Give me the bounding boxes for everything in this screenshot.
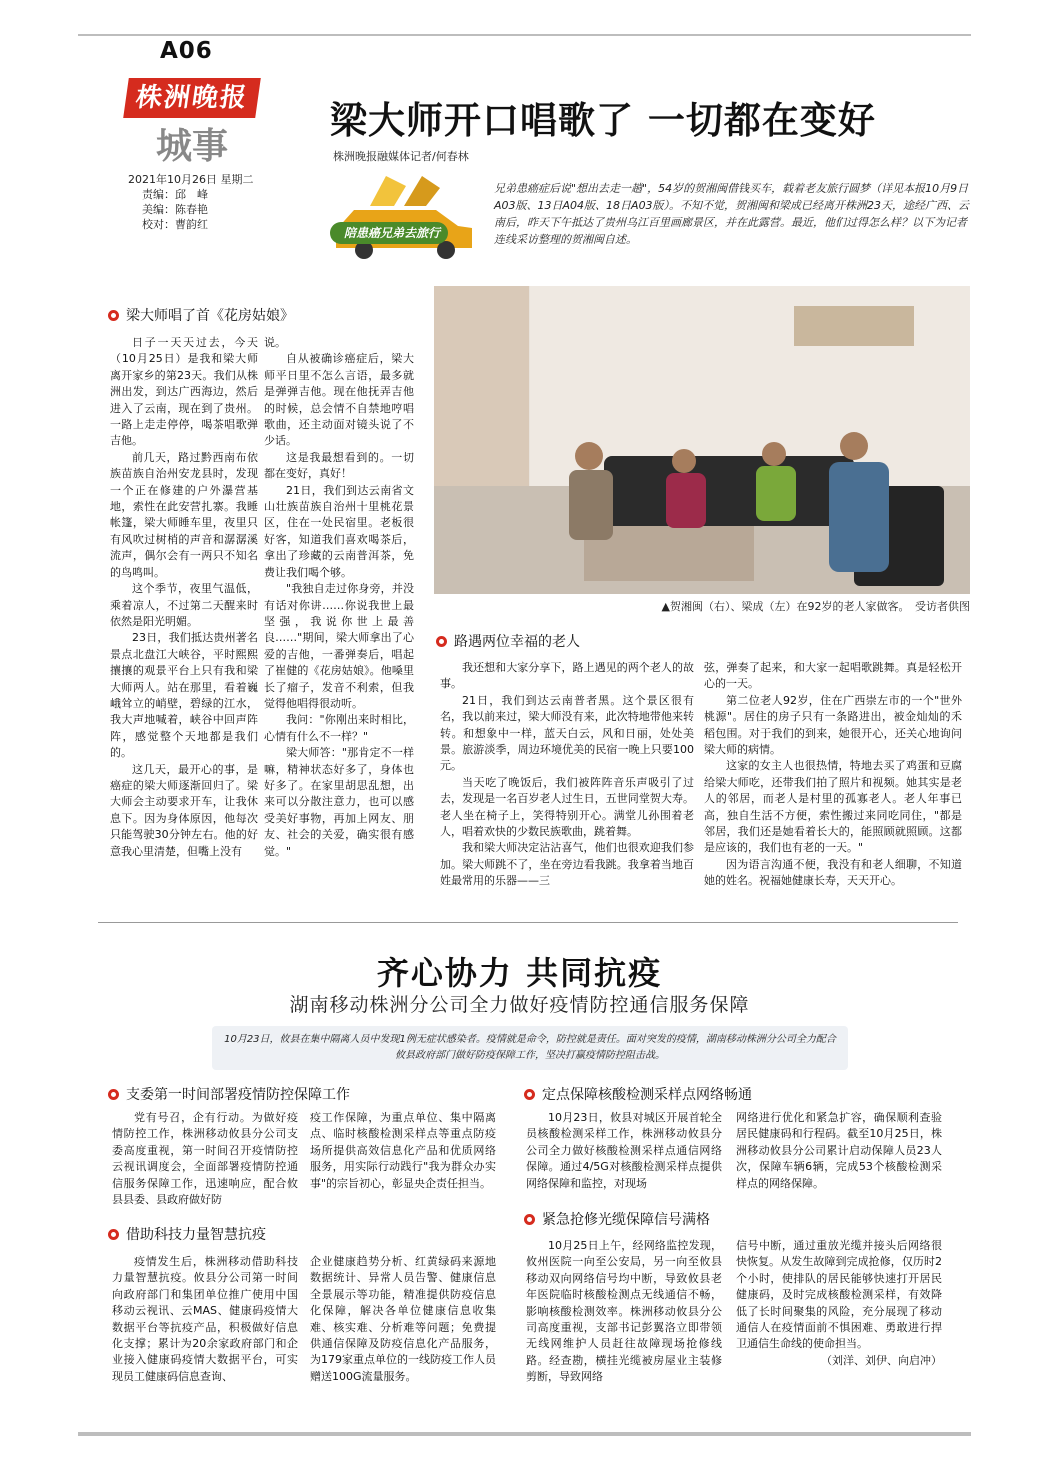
story-photo [434, 286, 970, 594]
proof-line: 校对：曹韵红 [142, 218, 208, 231]
story2-headline: 齐心协力 共同抗疫 [376, 954, 663, 992]
paragraph: 因为语言沟通不便，我没有和老人细聊，不知道她的姓名。祝福她健康长寿，天天开心。 [704, 857, 962, 888]
s4-heading [524, 1209, 710, 1229]
paragraph: "我独自走过你身旁，并没有话对你讲……你说我世上最坚强，我说你世上最善良……"期间，梁大师拿出了心爱的吉他，一番弹奏后，唱起了崔健的《花房姑娘》。他嗓里长了瘤子，发音不利索，但我觉得他唱得很动听。 [264, 582, 414, 710]
photo-caption: ▲贺湘闽（右）、梁成（左）在92岁的老人家做客。 受访者供图 [661, 600, 970, 613]
section2-heading [436, 631, 580, 651]
paragraph: 信号中断，通过重放光缆并接头后网络很快恢复。从发生故障到完成抢修，仅历时2个小时，使排队的居民能够快速打开居民健康码，及时完成核酸检测采样，有效降低了长时间聚集的风险，充分展现了移动通信人在疫情面前不惧困难、勇敢进行捍卫通信生命线的使命担当。 [736, 1239, 942, 1351]
living-room-photo-icon [434, 286, 970, 594]
paragraph: 这个季节，夜里气温低，乘着凉人，不过第二天醒来时依然是阳光明媚。 [110, 582, 258, 628]
paragraph: 前几天，路过黔西南布依族苗族自治州安龙县时，发现一个正在修建的户外瀑营基地，索性在此安营扎寨。我睡帐篷，梁大师睡车里，夜里只有风吹过树梢的声音和潺潺溪流声，偶尔会有一两只不知名的鸟鸣叫。 [110, 450, 258, 579]
s3-heading [524, 1084, 752, 1104]
top-rule [78, 34, 971, 36]
series-badge [330, 170, 480, 266]
story1-headline: 梁大师开口唱歌了 一切都在变好 [330, 99, 876, 142]
paragraph: 第二位老人92岁，住在广西崇左市的一个"世外桃源"。居住的房子只有一条路进出，被金灿灿的禾稻包围。对于我们的到来，她很开心，还关心地询问梁大师的病情。 [704, 693, 962, 757]
s1-column-1 [112, 1110, 298, 1208]
paragraph: 我还想和大家分享下，路上遇见的两个老人的故事。 [440, 661, 694, 691]
story2-subheadline: 湖南移动株洲分公司全力做好疫情防控通信服务保障 [289, 994, 750, 1016]
s4-title: 紧急抢修光缆保障信号满格 [542, 1212, 710, 1228]
paper-logo: 株洲晚报 [123, 78, 261, 118]
paragraph: 企业健康趋势分析、红黄绿码来源地数据统计、异常人员告警、健康信息全景展示等功能，精准提供防疫信息化保障，解决各单位健康信息收集难、核实难、分析难等问题；免费提供通信保障及防疫信息化产品服务，为179家重点单位的一线防疫工作人员赠送100G流量服务。 [310, 1255, 496, 1383]
section1-column-2 [264, 335, 414, 860]
paragraph: 10月23日，攸县对城区开展首轮全员核酸检测采样工作，株洲移动攸县分公司全力做好核酸检测采样点通信网络保障。通过4/5G对核酸检测采样点提供网络保障和监控，对现场 [526, 1111, 722, 1190]
bullet-circle-icon [436, 636, 447, 647]
badge-text: 陪患癌兄弟去旅行 [343, 226, 440, 240]
paragraph: 21日，我们到达云南省文山壮族苗族自治州十里桃花景区，住在一处民宿里。老板很好客，知道我们喜欢喝茶后，拿出了珍藏的云南普洱茶，免费让我们喝个够。 [264, 483, 414, 579]
bullet-circle-icon [108, 1089, 119, 1100]
story1-byline: 株洲晚报融媒体记者/何春林 [333, 150, 469, 163]
paragraph: 我问："你刚出来时相比，心情有什么不一样？" [264, 713, 414, 743]
paragraph: 21日，我们到达云南普者黑。这个景区很有名，我以前来过，梁大师没有来，此次特地带他来转转。和想象中一样，蓝天白云，风和日丽，处处美景。旅游淡季，周边环境优美的民宿一晚上只要100元。 [440, 693, 694, 773]
section-name: 城事 [156, 125, 229, 167]
paragraph: 10月25日上午，经网络监控发现，攸州医院一向至公安局，另一向至攸县移动双向网络信号均中断，导致攸县老年医院临时核酸检测点无线通信不畅，影响核酸检测效率。株洲移动攸县分公司高度重视，支部书记彭翼洛立即带领无线网维护人员赶往故障现场抢修线路。经查勘，横挂光缆被房屋业主装修剪断，导致网络 [526, 1239, 722, 1384]
story-divider [98, 922, 958, 923]
s2-title: 借助科技力量智慧抗疫 [126, 1227, 266, 1243]
s1-heading [108, 1084, 350, 1104]
s4-column-2 [736, 1238, 942, 1369]
s3-column-2 [736, 1110, 942, 1192]
s2-column-2 [310, 1254, 496, 1385]
section2-column-1 [440, 660, 694, 890]
paragraph: 网络进行优化和紧急扩容，确保顺利查验居民健康码和行程码。截至10月25日，株洲移动攸县分公司累计启动保障人员23人次，保障车辆6辆，完成53个核酸检测采样点的网络保障。 [736, 1111, 942, 1190]
paragraph: 我和梁大师决定沾沾喜气，他们也很欢迎我们参加。梁大师跳不了，坐在旁边看我跳。我拿着当地百姓最常用的乐器——三 [440, 841, 694, 888]
paragraph: 梁大师答："那肯定不一样嘛，精神状态好多了，身体也好多了。在家里胡思乱想，出来可以分散注意力，也可以感受美好事物，再加上网友、朋友、社会的关爱，确实很有感觉。" [264, 746, 414, 858]
masthead-meta [128, 172, 254, 232]
page-number: A06 [160, 38, 213, 64]
s4-column-1 [526, 1238, 722, 1386]
signature: （刘洋、刘伊、向启冲） [821, 1353, 942, 1367]
editor-line: 责编：邱 峰 [142, 188, 208, 201]
paragraph: 这是我最想看到的。一切都在变好，真好！ [264, 450, 414, 481]
paragraph: 这几天，最开心的事，是癌症的梁大师逐渐回归了。梁大师会主动要求开车，让我休息下。因为身体原因，他每次只能驾驶30分钟左右。他的好意我心里清楚，但嘴上没有 [110, 762, 258, 858]
bullet-circle-icon [524, 1089, 535, 1100]
story1-intro: 兄弟患癌症后说"想出去走一趟"，54岁的贺湘闽借钱买车，载着老友旅行圆梦（详见本报10月9日A03版、13日A04版、18日A03版）。不知不觉，贺湘闽和梁成已经离开株洲23天，途经广西、云南后，昨天下午抵达了贵州乌江百里画廊景区，并在此露营。最近，他们过得怎么样？以下为记者连线采访整理的贺湘闽自述。 [494, 182, 970, 246]
section2-title: 路遇两位幸福的老人 [454, 634, 580, 650]
section1-column-1 [110, 335, 258, 860]
s1-title: 支委第一时间部署疫情防控保障工作 [126, 1087, 350, 1103]
paragraph: 日子一天天过去，今天（10月25日）是我和梁大师离开家乡的第23天。我们从株洲出发，到达广西海边，然后进入了云南，现在到了贵州。一路上走走停停，喝茶唱歌弹吉他。 [110, 336, 258, 448]
s2-heading [108, 1224, 266, 1244]
paragraph: 弦，弹奏了起来，和大家一起唱歌跳舞。真是轻松开心的一天。 [704, 661, 962, 691]
section2-column-2 [704, 660, 962, 890]
paragraph: 党有号召，企有行动。为做好疫情防控工作，株洲移动攸县分公司支委高度重视，第一时间召开疫情防控云视讯调度会，全面部署疫情防控通信服务保障工作，迅速响应，配合攸县县委、县政府做好防 [112, 1111, 298, 1207]
s1-column-2 [310, 1110, 496, 1192]
paragraph: 当天吃了晚饭后，我们被阵阵音乐声吸引了过去，发现是一名百岁老人过生日，五世同堂贺大寿。老人坐在椅子上，笑得特别开心。满堂儿孙围着老人，唱着欢快的少数民族歌曲，跳着舞。 [440, 775, 694, 839]
paragraph: 疫工作保障，为重点单位、集中隔离点、临时核酸检测采样点等重点防疫场所提供高效信息化产品和优质网络服务，用实际行动践行"我为群众办实事"的宗旨初心，彰显央企责任担当。 [310, 1111, 496, 1190]
section1-title: 梁大师唱了首《花房姑娘》 [126, 308, 294, 324]
bullet-circle-icon [524, 1214, 535, 1225]
story2-lead: 10月23日，攸县在集中隔离人员中发现1例无症状感染者。疫情就是命令，防控就是责任。面对突发的疫情，湖南移动株洲分公司全力配合攸县政府部门做好防疫保障工作，坚决打赢疫情防控阻击战。 [212, 1026, 848, 1070]
car-illustration-icon [330, 170, 480, 266]
s3-column-1 [526, 1110, 722, 1192]
section1-heading [108, 305, 294, 325]
art-line: 美编：陈春艳 [142, 203, 208, 216]
bullet-circle-icon [108, 1229, 119, 1240]
paragraph: 23日，我们抵达贵州著名景点北盘江大峡谷，平时熙熙攘攘的观景平台上只有我和梁大师两人。站在那里，看着巍峨耸立的峭壁，碧绿的江水，我大声地喊着，峡谷中回声阵阵，感觉整个天地都是我们的。 [110, 631, 258, 760]
s3-title: 定点保障核酸检测采样点网络畅通 [542, 1087, 752, 1103]
paragraph: 这家的女主人也很热情，特地去买了鸡蛋和豆腐给梁大师吃，还带我们拍了照片和视频。她其实是老人的邻居，而老人是村里的孤寡老人。老人年事已高，独自生活不方便，索性搬过来同吃同住，"都是邻居，我们还是她看着长大的，能照顾就照顾。这都是应该的，我们也有老的一天。" [704, 759, 962, 855]
paragraph: 疫情发生后，株洲移动借助科技力量智慧抗疫。攸县分公司第一时间向政府部门和集团单位推广使用中国移动云视讯、云MAS、健康码疫情大数据平台等抗疫产品，积极做好信息化支撑；累计为20余家政府部门和企业接入健康码疫情大数据平台，可实现员工健康码信息查询、 [112, 1255, 298, 1383]
paragraph: 说。 [264, 336, 286, 349]
date-line: 2021年10月26日 星期二 [128, 173, 254, 186]
paragraph: 自从被确诊癌症后，梁大师平日里不怎么言语，最多就是弹弹吉他。现在他抚弄吉他的时候，总会情不自禁地哼唱歌曲，还主动面对镜头说了不少话。 [264, 352, 414, 448]
bullet-circle-icon [108, 310, 119, 321]
bottom-rule [78, 1432, 971, 1436]
s2-column-1 [112, 1254, 298, 1385]
